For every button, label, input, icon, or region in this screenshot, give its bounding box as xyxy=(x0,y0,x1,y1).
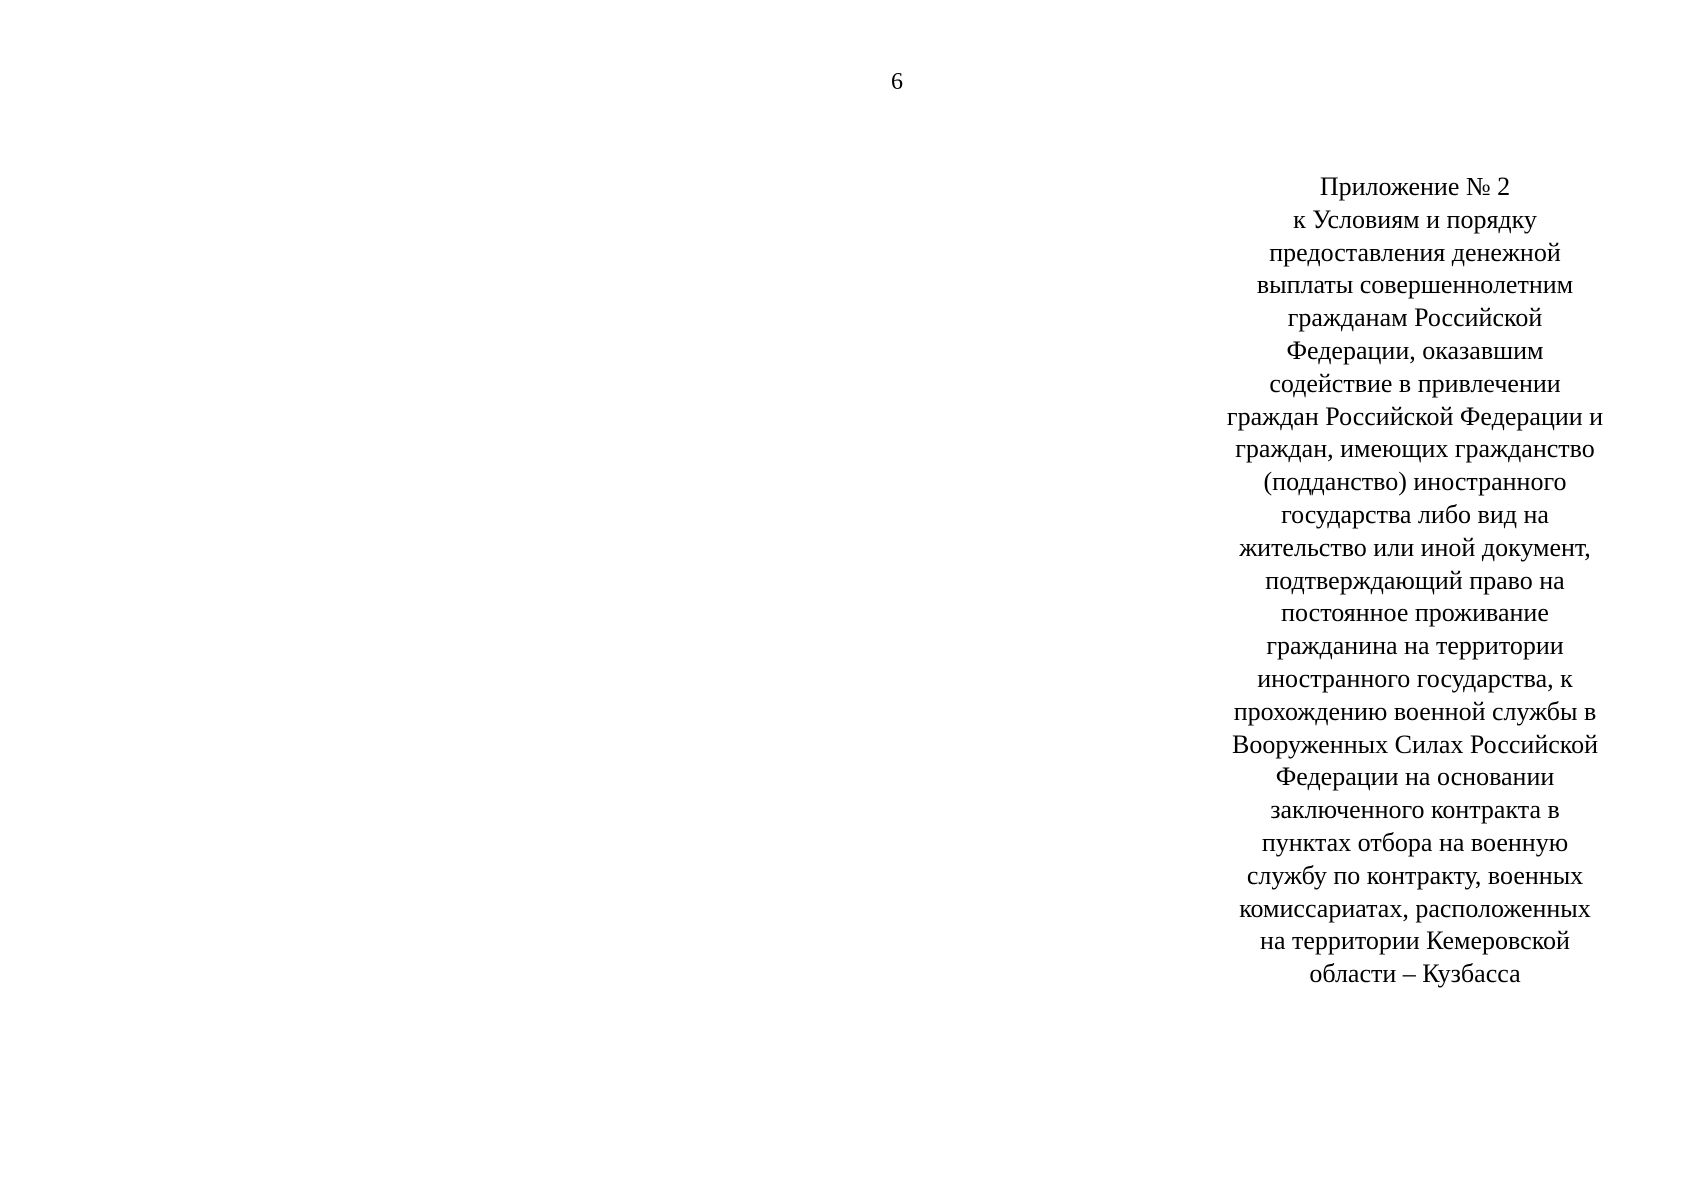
appendix-line: иностранного государства, к xyxy=(1257,663,1573,693)
appendix-line: Вооруженных Силах Российской xyxy=(1231,729,1599,759)
appendix-line: области – Кузбасса xyxy=(1309,959,1521,989)
appendix-line: предоставления денежной xyxy=(1269,237,1561,267)
appendix-line: (подданство) иностранного xyxy=(1263,467,1567,497)
appendix-line: службу по контракту, военных xyxy=(1246,860,1584,890)
appendix-line: к Условиям и порядку xyxy=(1293,204,1537,234)
appendix-line: Федерации на основании xyxy=(1275,762,1555,792)
appendix-line: содействие в привлечении xyxy=(1269,368,1561,398)
appendix-line: пунктах отбора на военную xyxy=(1261,827,1569,857)
appendix-line: прохождению военной службы в xyxy=(1233,696,1597,726)
appendix-header xyxy=(1190,171,1640,991)
appendix-line: государства либо вид на xyxy=(1281,499,1549,529)
appendix-line: Приложение № 2 xyxy=(1319,172,1511,201)
appendix-line: гражданина на территории xyxy=(1266,631,1564,661)
appendix-line: жительство или иной документ, xyxy=(1239,532,1591,562)
appendix-line: комиссариатах, расположенных xyxy=(1239,893,1591,923)
page-number: 6 xyxy=(891,69,903,95)
appendix-line: граждан Российской Федерации и xyxy=(1226,401,1604,431)
appendix-line: постоянное проживание xyxy=(1281,598,1549,628)
appendix-line: выплаты совершеннолетним xyxy=(1256,270,1574,300)
appendix-line: гражданам Российской xyxy=(1287,303,1543,333)
appendix-line: граждан, имеющих гражданство xyxy=(1235,434,1595,464)
appendix-line: подтверждающий право на xyxy=(1265,565,1565,595)
appendix-line: на территории Кемеровской xyxy=(1260,926,1570,956)
appendix-line: Федерации, оказавшим xyxy=(1286,335,1544,365)
appendix-line: заключенного контракта в xyxy=(1270,795,1560,825)
